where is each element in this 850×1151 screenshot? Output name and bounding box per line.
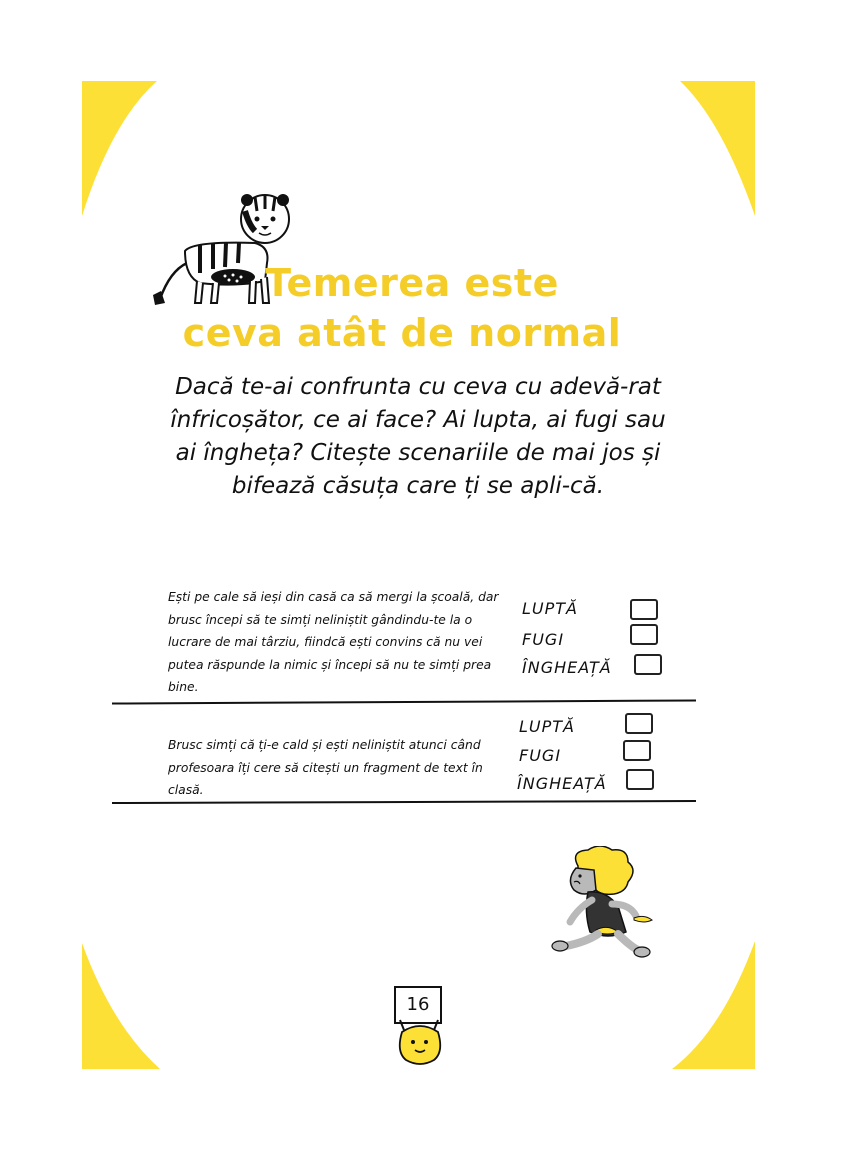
page-title-line-1: Temerea este (265, 261, 559, 305)
page-number: 16 (394, 986, 442, 1024)
scenario-1-option-lupta: LUPTĂ (522, 599, 578, 618)
smiley-mascot-icon (394, 1018, 446, 1066)
scenario-2-checkbox-ingheata[interactable] (626, 769, 654, 790)
scenario-2-checkbox-fugi[interactable] (623, 740, 651, 761)
page-title-line-2: ceva atât de normal (182, 311, 622, 355)
scenario-1-checkbox-fugi[interactable] (630, 624, 658, 645)
running-child-illustration (548, 846, 660, 961)
scenario-2-option-ingheata: ÎNGHEAȚĂ (517, 774, 607, 793)
scenario-1-checkbox-ingheata[interactable] (634, 654, 662, 675)
scenario-1-text: Ești pe cale să ieși din casă ca să mergi la școală, dar brusc începi să te simți neliniștit gândindu-te la o lucrare de mai târziu, fiindcă ești convins că nu vei putea răspunde la nimic și începi să nu te simți prea bine. (168, 590, 499, 694)
scenario-2-option-fugi: FUGI (519, 746, 562, 765)
page (82, 81, 755, 1069)
scenario-1-option-ingheata: ÎNGHEAȚĂ (522, 658, 612, 677)
scenario-2-text: Brusc simți că ți-e cald și ești neliniștit atunci când profesoara îți cere să citești un fragment de text în clasă. (168, 738, 483, 797)
scenario-1-option-fugi: FUGI (522, 630, 565, 649)
scenario-1-checkbox-lupta[interactable] (630, 599, 658, 620)
scenario-2-checkbox-lupta[interactable] (625, 713, 653, 734)
scenario-2-option-lupta: LUPTĂ (519, 717, 575, 736)
intro-paragraph: Dacă te-ai confrunta cu ceva cu adevă-rat înfricoșător, ce ai face? Ai lupta, ai fugi sau ai îngheța? Citește scenariile de mai jos și bifează căsuța care ți se apli-că. (170, 374, 666, 499)
